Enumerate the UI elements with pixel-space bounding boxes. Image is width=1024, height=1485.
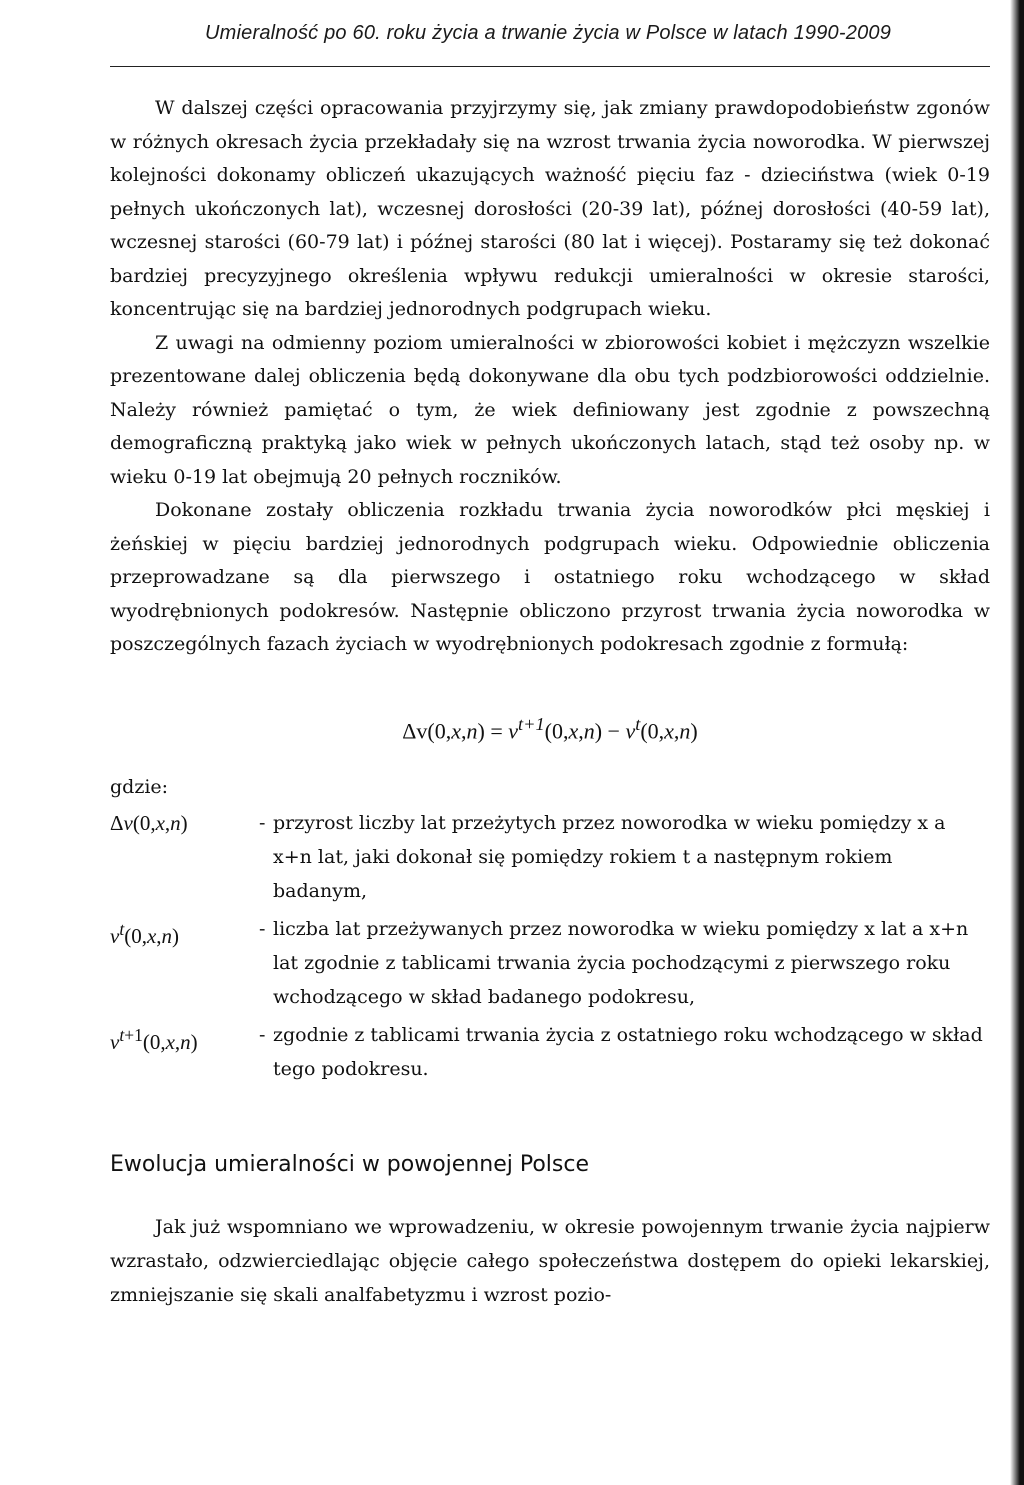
section-paragraph: Jak już wspomniano we wprowadzeniu, w okresie powojennym trwanie życia najpierw wzrastało, odzwierciedlając objęcie całego społeczeństwa dostępem do opieki lekarskiej, zmniejszanie się skali analfabetyzmu i wzrost pozio-	[110, 1215, 990, 1306]
formula	[110, 704, 990, 744]
formula-open-2: (0,	[640, 717, 665, 743]
formula-var-n: n	[466, 717, 478, 743]
definition-1	[110, 806, 990, 908]
formula-equals: =	[484, 717, 509, 743]
scan-edge-shadow	[1010, 0, 1024, 1485]
formula-comma-2: ,	[578, 717, 584, 743]
header-rule	[110, 66, 990, 67]
formula-sup-t1: t+1	[518, 713, 545, 734]
section-title: Ewolucja umieralności w powojennej Polsce	[110, 1151, 590, 1177]
formula-lhs: Δv(0,	[402, 717, 452, 743]
paragraph-2: Z uwagi na odmienny poziom umieralności w zbiorowości kobiet i mężczyzn wszelkie prezentowane dalej obliczenia będą dokonywane dla obu tych podzbiorowości oddzielnie. Należy również pamiętać o tym, że wiek definiowany jest zgodnie z powszechną demograficzną praktyką jako wiek w pełnych ukończonych latach, stąd też osoby np. w wieku 0-19 lat obejmują 20 pełnych roczników.	[110, 331, 990, 488]
definition-1-dash: -	[259, 811, 266, 834]
formula-v-2: v	[625, 717, 636, 743]
formula-var-x-2: x	[568, 717, 579, 743]
formula-open-1: (0,	[544, 717, 569, 743]
definition-3	[110, 1018, 990, 1086]
formula-var-x: x	[451, 717, 461, 743]
definition-1-symbol: Δv(0,x,n)	[110, 810, 188, 835]
formula-close-3: )	[690, 717, 698, 743]
definition-3-dash: -	[259, 1023, 266, 1046]
definition-2-symbol: $v^t(0,x,n)$	[110, 918, 180, 948]
formula-minus: −	[602, 717, 626, 743]
definition-1-text: przyrost liczby lat przeżytych przez noworodka w wieku pomiędzy x a x+n lat, jaki dokonał się pomiędzy rokiem t a następnym rokiem badanym,	[273, 811, 946, 902]
formula-v: v	[508, 717, 518, 743]
formula-var-n-2: n	[583, 717, 595, 743]
formula-comma-3: ,	[673, 717, 680, 743]
paragraph-3: Dokonane zostały obliczenia rozkładu trwania życia noworodków płci męskiej i żeńskiej w pięciu bardziej jednorodnych podgrupach wieku. Odpowiednie obliczenia przeprowadzane są dla pierwszego i ostatniego roku wchodzącego w skład wyodrębnionych podokresów. Następnie obliczono przyrost trwania życia noworodka w poszczególnych fazach życiach w wyodrębnionych podokresach zgodnie z formułą:	[110, 499, 990, 655]
formula-var-n-3: n	[679, 717, 691, 743]
running-header: Umieralność po 60. roku życia a trwanie życia w Polsce w latach 1990-2009	[205, 22, 892, 44]
page-content	[110, 92, 990, 1312]
formula-var-x-3: x	[664, 717, 674, 743]
definition-2-text: liczba lat przeżywanych przez noworodka w wieku pomiędzy x lat a x+n lat zgodnie z tablicami trwania życia pochodzącymi z pierwszego roku wchodzącego w skład badanego podokresu,	[273, 917, 969, 1008]
paragraph-1: W dalszej części opracowania przyjrzymy się, jak zmiany prawdopodobieństw zgonów w różnych okresach życia przekładały się na wzrost trwania życia noworodka. W pierwszej kolejności dokonamy obliczeń ukazujących ważność pięciu faz - dzieciństwa (wiek 0-19 pełnych ukończonych lat), wczesnej dorosłości (20-39 lat), późnej dorosłości (40-59 lat), wczesnej starości (60-79 lat) i późnej starości (80 lat i więcej). Postaramy się też dokonać bardziej precyzyjnego określenia wpływu redukcji umieralności w okresie starości, koncentrując się na bardziej jednorodnych podgrupach wieku.	[110, 97, 990, 320]
gdzie-label: gdzie:	[110, 775, 169, 798]
definition-3-symbol: $v^{t+1}(0,x,n)$	[110, 1024, 198, 1054]
formula-close-2: )	[594, 717, 603, 743]
formula-sup-t: t	[635, 713, 641, 734]
definition-2-dash: -	[259, 917, 266, 940]
definition-2	[110, 912, 990, 1014]
definition-3-text: zgodnie z tablicami trwania życia z ostatniego roku wchodzącego w skład tego podokresu.	[273, 1023, 983, 1080]
formula-close: )	[477, 717, 485, 743]
formula-comma: ,	[460, 717, 467, 743]
